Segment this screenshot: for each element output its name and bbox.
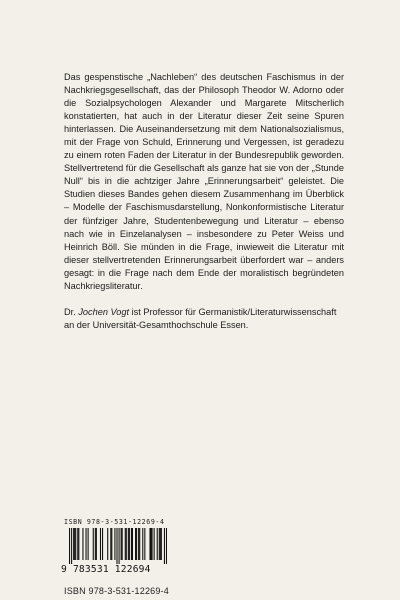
author-name: Jochen Vogt xyxy=(78,307,130,317)
barcode-bar xyxy=(122,528,123,560)
barcode-guard-bar xyxy=(69,528,70,564)
barcode-bar xyxy=(150,528,151,560)
barcode-bar xyxy=(160,528,161,560)
barcode-bar xyxy=(142,528,143,560)
barcode-bar xyxy=(131,528,132,560)
author-note xyxy=(64,306,349,332)
barcode-bar xyxy=(157,528,158,560)
isbn-label-top: ISBN 978-3-531-12269-4 xyxy=(64,518,165,526)
barcode-bar xyxy=(102,528,103,560)
barcode-bar xyxy=(144,528,145,560)
barcode-bar xyxy=(96,528,97,560)
barcode-bar xyxy=(73,528,74,560)
barcode-bar xyxy=(132,528,133,560)
barcode-bar xyxy=(107,528,108,560)
barcode-bar xyxy=(126,528,127,560)
author-bio: ist Professor für Germanistik/Literaturwissenschaft an der Universität-Gesamthochschule Essen. xyxy=(64,307,337,331)
barcode-bar xyxy=(110,528,111,560)
barcode-bar xyxy=(152,528,153,560)
barcode-bar xyxy=(114,528,115,560)
barcode-bar xyxy=(161,528,162,560)
barcode-bar xyxy=(128,528,129,560)
barcode-bar xyxy=(125,528,126,560)
barcode-guard-bar xyxy=(116,528,117,564)
barcode-bar xyxy=(82,528,83,560)
isbn-label-bottom: ISBN 978-3-531-12269-4 xyxy=(64,586,169,596)
barcode-bar xyxy=(75,528,76,560)
barcode-bar xyxy=(95,528,96,560)
barcode-bar xyxy=(74,528,75,560)
barcode-guard-bar xyxy=(166,528,167,564)
barcode-bar xyxy=(136,528,137,560)
barcode-bar xyxy=(135,528,136,560)
barcode-bar xyxy=(86,528,87,560)
barcode-bar xyxy=(154,528,155,560)
barcode-bar xyxy=(149,528,150,560)
barcode-bar xyxy=(138,528,139,560)
barcode-guard-bar xyxy=(164,528,165,564)
author-prefix: Dr. xyxy=(64,307,76,317)
barcode-guard-bar xyxy=(119,528,120,564)
barcode-bar xyxy=(77,528,78,560)
barcode-bar xyxy=(88,528,89,560)
barcode-bar xyxy=(159,528,160,560)
barcode-bar xyxy=(129,528,130,560)
barcode-bar xyxy=(139,528,140,560)
barcode-bar xyxy=(111,528,112,560)
barcode-bar xyxy=(121,528,122,560)
blurb-text: Das gespenstische „Nachleben“ des deutschen Faschismus in der Nachkriegsgesellschaft, das der Philosoph Theodor W. Adorno oder die Sozialpsychologen Alexander und Margarete Mitscherlich konstatierten, hat auch in der Literatur dieser Zeit seine Spuren hinterlassen. Die Auseinandersetzung mit dem Nationalsozialismus, mit der Frage von Schuld, Erinnerung und Vergessen, ist geradezu zu einem roten Faden der Literatur in der Bundesrepublik geworden. Stellvertretend für die Gesellschaft als ganze hat sie von der „Stunde Null“ bis in die achtziger Jahre „Erinnerungsarbeit“ geleistet. Die Studien dieses Bandes gehen diesem Zusammenhang im Überblick – Modelle der Faschismusdarstellung, Nonkonformistische Literatur der fünfziger Jahre, Studentenbewegung und Literatur – ebenso nach wie in Einzelanalysen – insbesondere zu Peter Weiss und Heinrich Böll. Sie münden in die Frage, inwieweit die Literatur mit dieser stellvertretenden Erinnerungsarbeit überfordert war – anders gesagt: in die Frage nach dem Ende der moralistisch begründeten Nachkriegsliteratur. xyxy=(64,72,344,291)
barcode-bar xyxy=(78,528,79,560)
barcode-image xyxy=(69,528,167,564)
barcode-bar xyxy=(93,528,94,560)
barcode-bar xyxy=(100,528,101,560)
barcode-guard-bar xyxy=(71,528,72,564)
barcode-digits: 9 783531 122694 xyxy=(61,564,151,575)
